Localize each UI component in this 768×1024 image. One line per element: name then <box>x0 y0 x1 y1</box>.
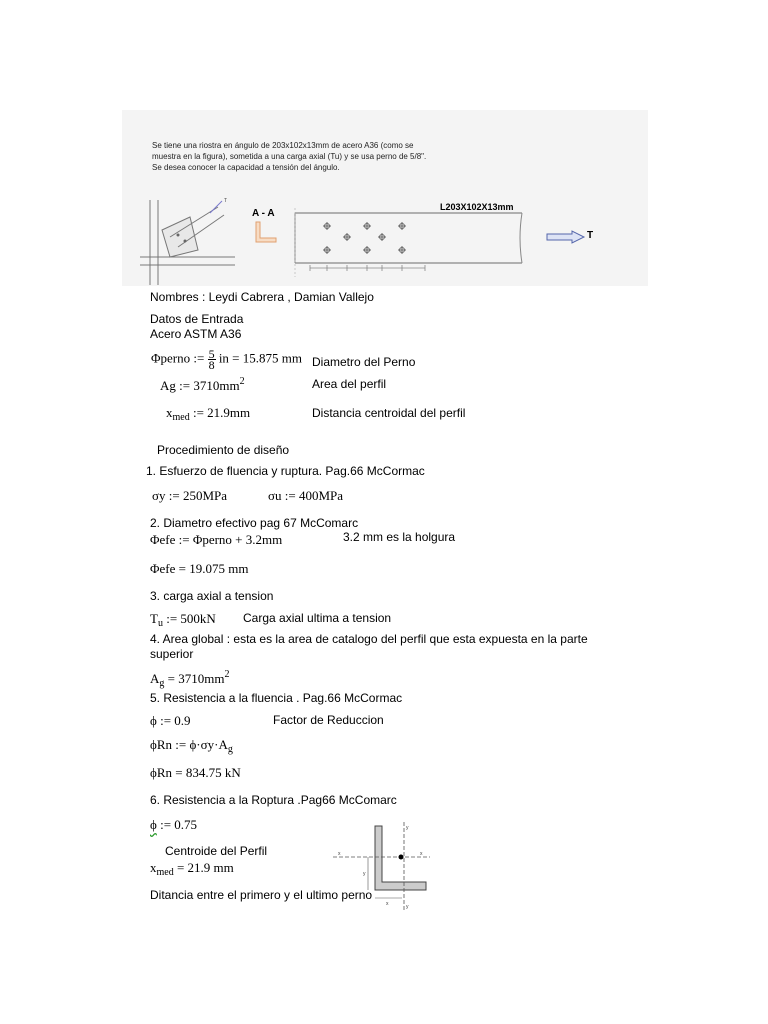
distancia-note: Ditancia entre el primero y el ultimo perno <box>150 888 373 902</box>
phi-desc: Factor de Reduccion <box>273 713 384 727</box>
authors: Nombres : Leydi Cabrera , Damian Vallejo <box>150 290 374 304</box>
step4-title-line2: superior <box>150 647 194 661</box>
tu-value: := 500kN <box>166 611 216 626</box>
phirn-lhs: ϕRn := ϕ·σy·A <box>150 737 228 752</box>
datos-title: Datos de Entrada <box>150 312 244 326</box>
perno-fraction <box>208 349 216 370</box>
tu-lhs: T <box>150 611 158 626</box>
angle-centroid-figure <box>330 820 432 912</box>
ag-global-lhs: A <box>150 671 160 686</box>
phi-rupture-sym: ϕ <box>150 817 157 832</box>
profile-label: L203X102X13mm <box>440 202 514 212</box>
brace-connection-drawing <box>140 195 240 290</box>
holgura-note: 3.2 mm es la holgura <box>343 530 456 544</box>
perno-assign: := <box>193 350 205 366</box>
ag-global-equation <box>150 669 229 689</box>
ag-value: := 3710mm <box>179 378 240 393</box>
phi-rupture <box>150 817 197 833</box>
phi-yield: ϕ := 0.9 <box>150 713 191 728</box>
load-arrow-icon <box>546 230 586 244</box>
tu-sub: u <box>157 618 163 629</box>
ag-lhs: Ag <box>160 378 176 393</box>
perno-desc: Diametro del Perno <box>312 355 416 369</box>
tu-desc: Carga axial ultima a tension <box>243 611 392 625</box>
perno-equation <box>151 349 302 370</box>
step1-title: 1. Esfuerzo de fluencia y ruptura. Pag.66 McCormac <box>146 464 425 478</box>
perno-den: 8 <box>208 358 215 372</box>
xmed-result-lhs: x <box>150 860 157 875</box>
ag-global-value: = 3710mm <box>167 671 225 686</box>
x-axis-label: x <box>338 851 341 857</box>
ag-global-sub: g <box>159 678 165 689</box>
perno-value: in = 15.875 mm <box>218 350 302 366</box>
xmed-desc: Distancia centroidal del perfil <box>312 406 466 420</box>
tu-equation <box>150 611 216 629</box>
ag-exp: 2 <box>239 376 245 387</box>
problem-line-3: Se desea conocer la capacidad a tensión del ángulo. <box>152 163 340 172</box>
xmed-result-value: = 21.9 mm <box>176 860 234 875</box>
step5-title: 5. Resistencia a la fluencia . Pag.66 McCormac <box>150 691 403 705</box>
ag-desc: Area del perfil <box>312 377 387 391</box>
problem-statement <box>152 140 492 173</box>
phirn-result: ϕRn = 834.75 kN <box>150 765 241 780</box>
su-equation: σu := 400MPa <box>268 488 344 503</box>
procedure-title: Procedimiento de diseño <box>157 443 290 457</box>
step4-title-line1: 4. Area global : esta es la area de catalogo del perfil que esta expuesta en la parte <box>150 632 588 646</box>
angle-plan-drawing <box>290 205 535 285</box>
material: Acero ASTM A36 <box>150 327 242 341</box>
problem-line-2: muestra en la figura), sometida a una carga axial (Tu) y se usa perno de 5/8". <box>152 152 427 161</box>
phirn-definition <box>150 737 233 755</box>
xmed-sub: med <box>172 412 190 423</box>
load-label: T <box>587 230 594 241</box>
efe-definition: Φefe := Φperno + 3.2mm <box>150 532 283 547</box>
section-angle-icon <box>254 220 278 246</box>
x-axis-label-right: x <box>420 851 423 857</box>
xmed-equation <box>166 405 250 423</box>
section-label: A - A <box>252 208 275 219</box>
perno-num: 5 <box>208 347 215 361</box>
efe-result: Φefe = 19.075 mm <box>150 561 249 576</box>
y-dim-label: y <box>363 871 366 877</box>
centroide-title: Centroide del Perfil <box>165 844 268 858</box>
step6-title: 6. Resistencia a la Roptura .Pag66 McComarc <box>150 793 397 807</box>
perno-lhs: Φperno <box>151 350 191 366</box>
xmed-lhs: x <box>166 405 173 420</box>
y-axis-label-bottom: y <box>406 904 409 910</box>
phi-rupture-value: := 0.75 <box>160 817 198 832</box>
y-axis-label: y <box>406 825 409 831</box>
xmed-value: := 21.9mm <box>192 405 251 420</box>
ag-global-exp: 2 <box>224 669 230 680</box>
step2-title: 2. Diametro efectivo pag 67 McComarc <box>150 516 359 530</box>
ag-equation <box>160 376 245 394</box>
small-load-label: T <box>224 198 228 204</box>
sy-equation: σy := 250MPa <box>152 488 228 503</box>
xmed-result <box>150 860 234 878</box>
xmed-result-sub: med <box>156 867 174 878</box>
step3-title: 3. carga axial a tension <box>150 589 274 603</box>
x-dim-label: x <box>386 901 389 907</box>
problem-line-1: Se tiene una riostra en ángulo de 203x102x13mm de acero A36 (como se <box>152 141 414 150</box>
phirn-sub: g <box>227 744 233 755</box>
